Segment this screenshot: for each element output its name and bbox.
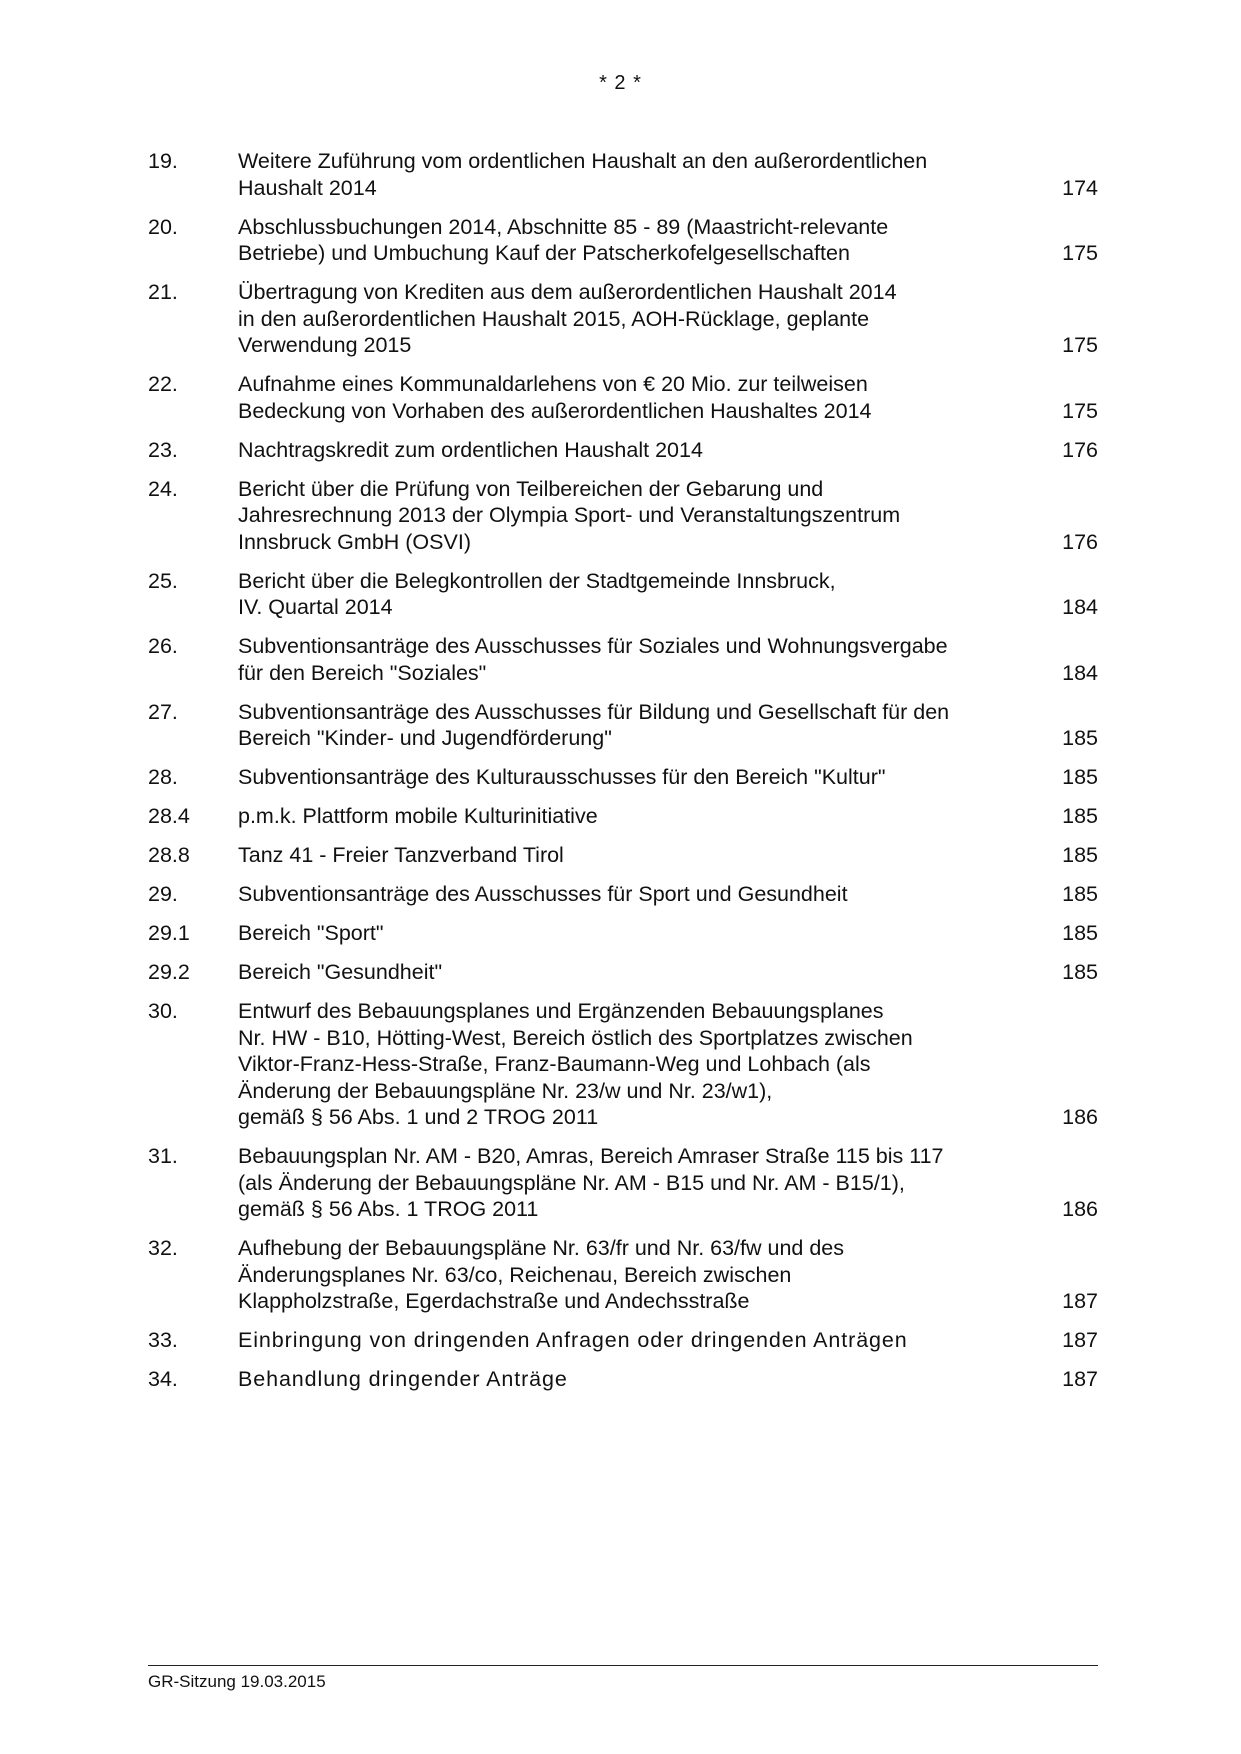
toc-entry-title — [238, 803, 1028, 830]
page-number-marker: * 2 * — [599, 72, 642, 94]
toc-entry-number: 20. — [148, 214, 178, 239]
toc-entry-title-line: Änderung der Bebauungspläne Nr. 23/w und Nr. 23/w1), — [238, 1078, 773, 1103]
toc-entry — [148, 803, 1098, 830]
toc-entry-title-line: Änderungsplanes Nr. 63/co, Reichenau, Bereich zwischen — [238, 1262, 792, 1287]
toc-entry-page: 185 — [1062, 765, 1098, 789]
toc-entry-title — [238, 371, 1028, 424]
toc-entry-page: 187 — [1062, 1328, 1098, 1352]
toc-entry-title — [238, 1327, 1028, 1354]
toc-entry-number: 21. — [148, 280, 178, 304]
toc-entry-number: 28. — [148, 765, 178, 789]
toc-entry-title-line: Weitere Zuführung vom ordentlichen Haushalt an den außerordentlichen — [238, 149, 928, 173]
toc-entry-number: 27. — [148, 699, 178, 724]
toc-entry — [148, 1366, 1098, 1393]
toc-entry-number: 24. — [148, 476, 178, 501]
toc-entry-title-line: gemäß § 56 Abs. 1 TROG 2011 — [238, 1197, 539, 1221]
toc-entry-title-line: Tanz 41 - Freier Tanzverband Tirol — [238, 843, 564, 867]
toc-entry-title-line: Aufnahme eines Kommunaldarlehens von € 20 Mio. zur teilweisen — [238, 372, 868, 396]
toc-entry-title-line: (als Änderung der Bebauungspläne Nr. AM - B15 und Nr. AM - B15/1), — [238, 1170, 905, 1195]
toc-entry-page: 187 — [1062, 1289, 1098, 1313]
toc-entry — [148, 959, 1098, 986]
toc-entry-page: 185 — [1062, 921, 1098, 945]
toc-entry-title-line: Nr. HW - B10, Hötting-West, Bereich östlich des Sportplatzes zwischen — [238, 1025, 913, 1050]
toc-entry — [148, 371, 1098, 424]
toc-entry-title-line: für den Bereich "Soziales" — [238, 660, 487, 685]
toc-entry-number: 32. — [148, 1236, 178, 1260]
toc-entry-title-line: Subventionsanträge des Kulturausschusses für den Bereich "Kultur" — [238, 765, 886, 789]
toc-entry-page: 184 — [1062, 595, 1098, 619]
toc-entry — [148, 842, 1098, 869]
toc-entry-title-line: Bericht über die Belegkontrollen der Stadtgemeinde Innsbruck, — [238, 568, 836, 593]
toc-entry-number: 26. — [148, 634, 178, 658]
toc-entry — [148, 148, 1098, 201]
toc-entry-number: 28.8 — [148, 843, 190, 867]
toc-entry — [148, 699, 1098, 752]
toc-entry-page: 176 — [1062, 437, 1098, 462]
toc-entry-number: 29.2 — [148, 960, 190, 984]
toc-entry-title-line: Subventionsanträge des Ausschusses für Sport und Gesundheit — [238, 882, 848, 906]
toc-entry-page: 175 — [1062, 333, 1098, 357]
toc-entry-page: 175 — [1062, 398, 1098, 423]
footer-text: GR-Sitzung 19.03.2015 — [148, 1672, 326, 1691]
toc-entry-title-line: p.m.k. Plattform mobile Kulturinitiative — [238, 804, 598, 828]
toc-entry-title-line: Entwurf des Bebauungsplanes und Ergänzenden Bebauungsplanes — [238, 999, 884, 1023]
toc-entry-number: 34. — [148, 1367, 178, 1391]
toc-entry-page: 185 — [1062, 960, 1098, 984]
toc-entry-page: 176 — [1062, 529, 1098, 554]
toc-entry-title-line: Innsbruck GmbH (OSVI) — [238, 529, 471, 554]
toc-entry — [148, 920, 1098, 947]
toc-entry-page: 186 — [1062, 1197, 1098, 1221]
toc-entry — [148, 1143, 1098, 1223]
toc-entry-title-line: Bericht über die Prüfung von Teilbereichen der Gebarung und — [238, 476, 824, 501]
toc-entry — [148, 279, 1098, 359]
toc-entry — [148, 633, 1098, 686]
toc-entry-number: 30. — [148, 999, 178, 1023]
toc-entry-title-line: Subventionsanträge des Ausschusses für Soziales und Wohnungsvergabe — [238, 634, 948, 658]
toc-entry-title — [238, 699, 1028, 752]
toc-entry-page: 175 — [1062, 241, 1098, 265]
toc-entry-number: 19. — [148, 149, 178, 173]
toc-entry-page: 174 — [1062, 175, 1098, 200]
toc-entry-title — [238, 1366, 1028, 1393]
toc-entry-title — [238, 1235, 1028, 1315]
toc-entry-title-line: gemäß § 56 Abs. 1 und 2 TROG 2011 — [238, 1105, 599, 1129]
toc-entry-title-line: in den außerordentlichen Haushalt 2015, AOH-Rücklage, geplante — [238, 306, 870, 331]
toc-entry-page: 187 — [1062, 1367, 1098, 1391]
toc-entry-title-line: Bereich "Gesundheit" — [238, 960, 443, 984]
toc-entry-title — [238, 633, 1028, 686]
toc-entry-title-line: Abschlussbuchungen 2014, Abschnitte 85 - 89 (Maastricht-relevante — [238, 214, 889, 239]
toc-entry-title-line: Viktor-Franz-Hess-Straße, Franz-Baumann-Weg und Lohbach (als — [238, 1052, 871, 1076]
toc-entry-page: 184 — [1062, 660, 1098, 685]
toc-entry-title — [238, 920, 1028, 947]
toc-entry-title — [238, 437, 1028, 464]
toc-entry-number: 28.4 — [148, 804, 190, 828]
toc-entry-title-line: Behandlung dringender Anträge — [238, 1367, 568, 1391]
toc-entry-title-line: IV. Quartal 2014 — [238, 595, 393, 619]
toc-entry-title-line: Übertragung von Krediten aus dem außerordentlichen Haushalt 2014 — [238, 280, 897, 304]
toc-entry — [148, 568, 1098, 621]
toc-entry-number: 29.1 — [148, 921, 190, 945]
toc-entry-title — [238, 1143, 1028, 1223]
toc-entry — [148, 214, 1098, 267]
toc-entry-title-line: Betriebe) und Umbuchung Kauf der Patscherkofelgesellschaften — [238, 241, 850, 265]
toc-entry-title-line: Aufhebung der Bebauungspläne Nr. 63/fr und Nr. 63/fw und des — [238, 1236, 845, 1260]
toc-entry-title — [238, 998, 1028, 1131]
toc-entry-page: 185 — [1062, 882, 1098, 906]
toc-entry-title-line: Bereich "Sport" — [238, 921, 384, 945]
toc-entry-title — [238, 148, 1028, 201]
toc-entry — [148, 881, 1098, 908]
toc-entry-title-line: Haushalt 2014 — [238, 175, 377, 200]
toc-entry-title-line: Verwendung 2015 — [238, 333, 412, 357]
toc-entry-number: 29. — [148, 882, 178, 906]
toc-entry-page: 185 — [1062, 726, 1098, 750]
footer-divider — [148, 1665, 1098, 1666]
toc-entry-title — [238, 568, 1028, 621]
toc-entry-title — [238, 764, 1028, 791]
toc-entry-title-line: Klappholzstraße, Egerdachstraße und Andechsstraße — [238, 1289, 750, 1313]
toc-entry-page: 185 — [1062, 843, 1098, 867]
toc-entry-number: 33. — [148, 1328, 178, 1352]
toc-entry-title — [238, 214, 1028, 267]
toc-entry-title — [238, 959, 1028, 986]
toc-entry-title-line: Bebauungsplan Nr. AM - B20, Amras, Bereich Amraser Straße 115 bis 117 — [238, 1144, 944, 1168]
toc-entry — [148, 476, 1098, 556]
toc-entry-page: 186 — [1062, 1105, 1098, 1129]
toc-entry — [148, 437, 1098, 464]
toc-entry-title-line: Bedeckung von Vorhaben des außerordentlichen Haushaltes 2014 — [238, 398, 872, 423]
toc-entry-number: 22. — [148, 372, 178, 396]
table-of-contents — [148, 148, 1098, 1405]
toc-entry-title-line: Bereich "Kinder- und Jugendförderung" — [238, 726, 612, 750]
toc-entry-title-line: Jahresrechnung 2013 der Olympia Sport- und Veranstaltungszentrum — [238, 503, 901, 527]
toc-entry-title — [238, 476, 1028, 556]
toc-entry-title — [238, 842, 1028, 869]
toc-entry-title-line: Einbringung von dringenden Anfragen oder dringenden Anträgen — [238, 1328, 908, 1352]
toc-entry — [148, 1327, 1098, 1354]
toc-entry-number: 31. — [148, 1144, 178, 1168]
toc-entry-number: 25. — [148, 568, 178, 593]
toc-entry-title — [238, 279, 1028, 359]
toc-entry-title — [238, 881, 1028, 908]
toc-entry-page: 185 — [1062, 804, 1098, 828]
toc-entry — [148, 1235, 1098, 1315]
toc-entry — [148, 998, 1098, 1131]
toc-entry-number: 23. — [148, 437, 178, 462]
toc-entry-title-line: Subventionsanträge des Ausschusses für Bildung und Gesellschaft für den — [238, 699, 950, 724]
toc-entry-title-line: Nachtragskredit zum ordentlichen Haushalt 2014 — [238, 437, 703, 462]
toc-entry — [148, 764, 1098, 791]
